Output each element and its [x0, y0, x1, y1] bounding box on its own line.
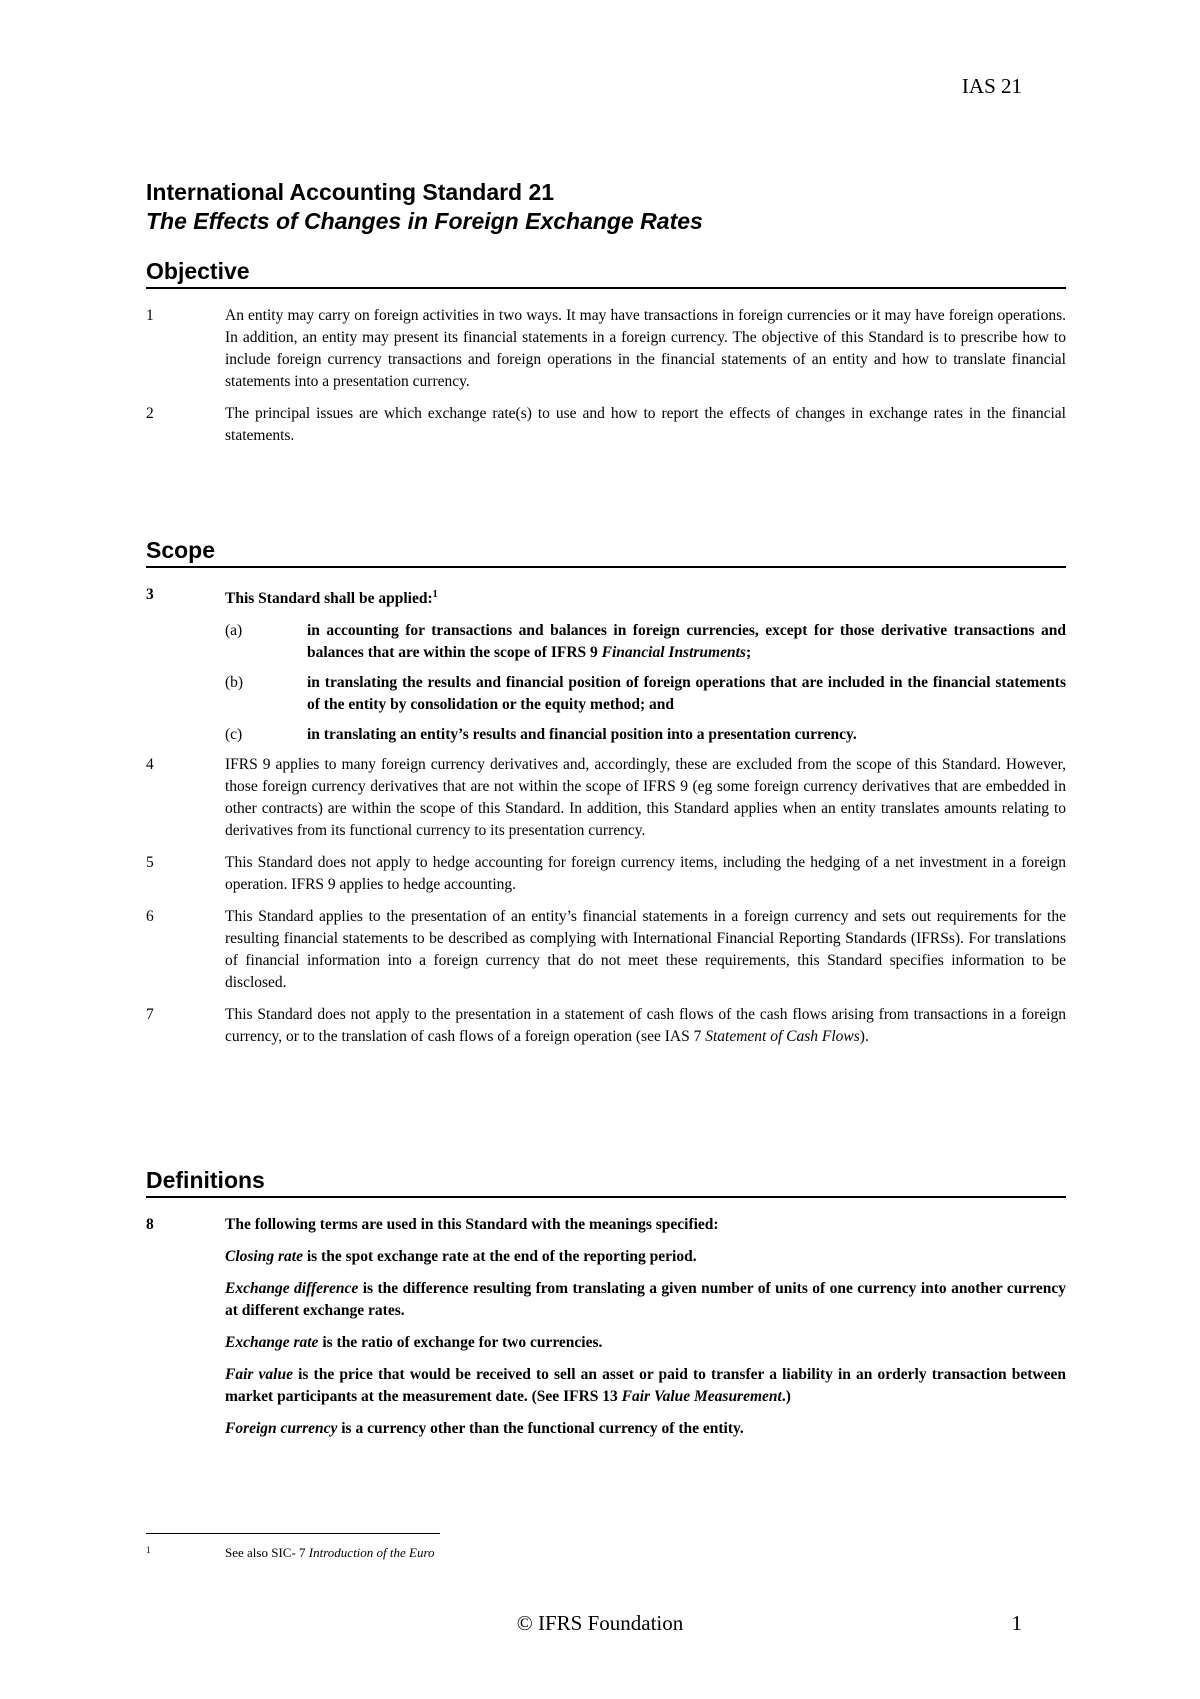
definition-exchange-difference: [225, 1278, 1066, 1322]
document-subtitle: The Effects of Changes in Foreign Exchange Rates: [146, 208, 703, 234]
paragraph-text: This Standard does not apply to hedge accounting for foreign currency items, including the hedging of a net investment in a foreign operation. IFRS 9 applies to hedge accounting.: [225, 854, 1066, 894]
defined-term: Exchange difference: [225, 1280, 359, 1297]
section-heading-definitions: Definitions: [146, 1166, 1066, 1198]
paragraph-text: This Standard applies to the presentation of an entity’s financial statements in a foreign currency and sets out requirements for the resulting financial statements to be described as complying with International Financial Reporting Standards (IFRSs). For translations of financial information into a foreign currency that do not meet these requirements, this Standard specifies information to be disclosed.: [225, 908, 1066, 992]
defined-term: Foreign currency: [225, 1420, 338, 1437]
paragraph-number: 7: [146, 1006, 154, 1024]
paragraph-number: 3: [146, 586, 154, 603]
paragraph-5: [146, 852, 1066, 896]
paragraph-text-italic: Statement of Cash Flows: [705, 1028, 860, 1046]
item-text-end: ;: [745, 644, 752, 662]
paragraph-number: 2: [146, 405, 154, 422]
paragraph-text: An entity may carry on foreign activities in two ways. It may have transactions in foreign currencies or it may have foreign operations. In addition, an entity may present its financial statements in a foreign currency. The objective of this Standard is to prescribe how to include foreign currency transactions and foreign operations in the financial statements of an entity and how to translate financial statements into a presentation currency.: [225, 307, 1066, 390]
item-label: (b): [225, 674, 244, 692]
defined-term: Exchange rate: [225, 1334, 319, 1351]
scope-item-c: [225, 724, 1066, 746]
item-text: in translating an entity’s results and financial position into a presentation currency.: [307, 726, 857, 744]
item-text-italic: Financial Instruments: [601, 644, 746, 662]
definition-text: is a currency other than the functional currency of the entity.: [337, 1420, 744, 1437]
paragraph-8: [146, 1214, 1066, 1236]
footnote: [146, 1545, 1066, 1561]
paragraph-6: [146, 906, 1066, 994]
scope-item-b: [225, 672, 1066, 716]
paragraph-7: [146, 1004, 1066, 1048]
definition-closing-rate: [225, 1246, 1066, 1268]
title-block: [146, 178, 1066, 236]
definition-fair-value: [225, 1364, 1066, 1408]
footnote-reference[interactable]: 1: [432, 589, 438, 600]
item-label: (c): [225, 726, 243, 744]
scope-item-a: [225, 620, 1066, 664]
paragraph-2: [146, 403, 1066, 447]
paragraph-text: The principal issues are which exchange rate(s) to use and how to report the effects of changes in exchange rates in the financial statements.: [225, 405, 1066, 444]
item-text: in translating the results and financial position of foreign operations that are included in the financial statements of the entity by consolidation or the equity method; and: [307, 674, 1066, 714]
paragraph-number: 6: [146, 908, 154, 926]
paragraph-1: [146, 305, 1066, 393]
paragraph-number: 1: [146, 307, 154, 324]
definition-text: is the ratio of exchange for two currencies.: [318, 1334, 603, 1351]
paragraph-3: [146, 584, 1066, 610]
document-title: International Accounting Standard 21: [146, 179, 555, 205]
paragraph-number: 8: [146, 1216, 154, 1233]
definition-text: is the price that would be received to sell an asset or paid to transfer a liability in an orderly transaction between market participants at the measurement date. (See IFRS 13: [225, 1366, 1066, 1405]
definition-foreign-currency: [225, 1418, 1066, 1440]
page-number: 1: [1011, 1611, 1022, 1635]
definitions-section: [146, 1166, 1066, 1450]
section-heading-objective: Objective: [146, 257, 1066, 289]
paragraph-text-end: ).: [859, 1028, 869, 1046]
defined-term: Fair value: [225, 1366, 293, 1383]
definition-text-italic: Fair Value Measurement: [621, 1388, 782, 1405]
paragraph-4: [146, 754, 1066, 842]
item-text: in accounting for transactions and balances in foreign currencies, except for those derivative transactions and balances that are within the scope of IFRS 9: [307, 622, 1066, 662]
paragraph-text: IFRS 9 applies to many foreign currency derivatives and, accordingly, these are excluded from the scope of this Standard. However, those foreign currency derivatives that are not within the scope of IFRS 9 (eg some foreign currency derivatives that are embedded in other contracts) are within the scope of this Standard. In addition, this Standard applies when an entity translates amounts relating to derivatives from its functional currency to its presentation currency.: [225, 756, 1066, 840]
footnote-mark: 1: [146, 1545, 151, 1555]
item-label: (a): [225, 622, 243, 640]
scope-section: [146, 536, 1066, 1058]
paragraph-number: 4: [146, 756, 154, 774]
definition-text: is the difference resulting from translating a given number of units of one currency into another currency at different exchange rates.: [225, 1280, 1066, 1319]
definition-exchange-rate: [225, 1332, 1066, 1354]
footnote-text: See also SIC- 7: [225, 1545, 309, 1560]
objective-section: [146, 257, 1066, 457]
definition-text-end: .): [781, 1388, 791, 1405]
defined-term: Closing rate: [225, 1248, 303, 1265]
section-heading-scope: Scope: [146, 536, 1066, 568]
document-code: IAS 21: [961, 74, 1022, 98]
paragraph-text: This Standard shall be applied:: [225, 590, 433, 608]
footnote-text-italic: Introduction of the Euro: [308, 1545, 435, 1560]
paragraph-text: The following terms are used in this Standard with the meanings specified:: [225, 1216, 719, 1233]
footer-copyright: © IFRS Foundation: [516, 1611, 684, 1635]
paragraph-number: 5: [146, 854, 154, 872]
paragraph-text: This Standard does not apply to the presentation in a statement of cash flows of the cash flows arising from transactions in a foreign currency, or to the translation of cash flows of a foreign operation (see IAS 7: [225, 1006, 1066, 1046]
footnote-divider: [146, 1533, 440, 1534]
definition-text: is the spot exchange rate at the end of the reporting period.: [302, 1248, 697, 1265]
